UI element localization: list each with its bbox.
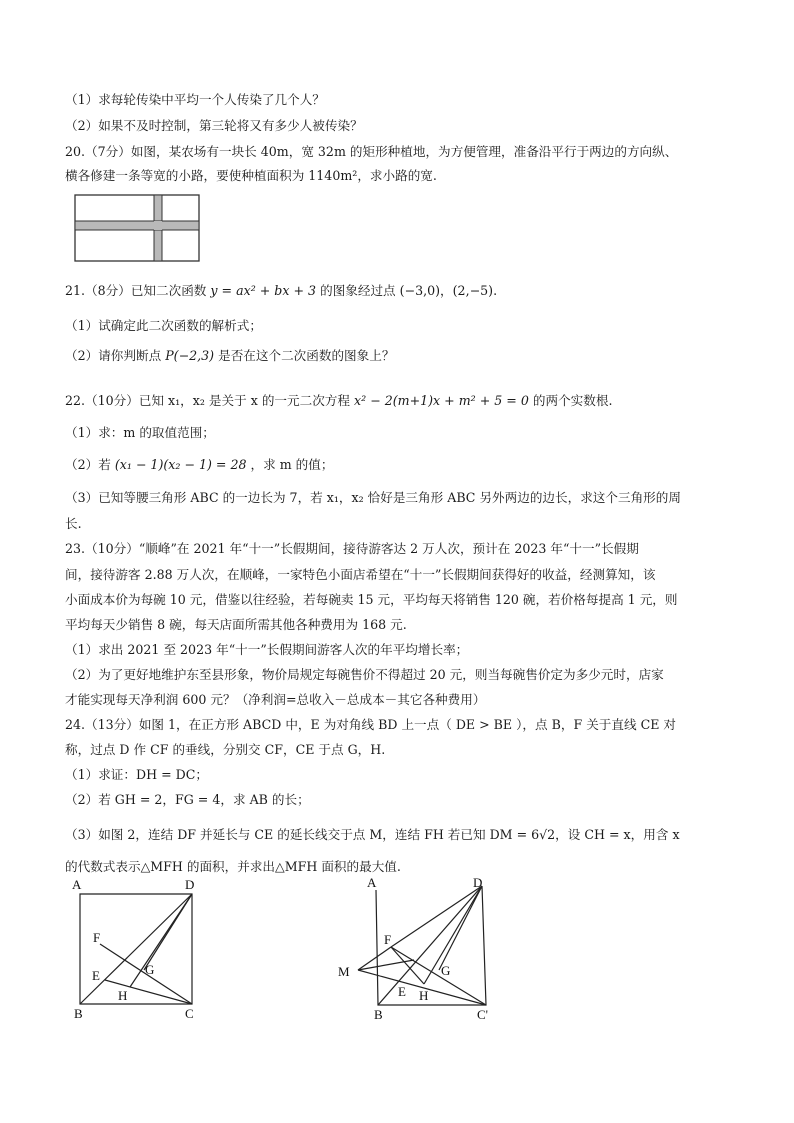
q22-equation: x² − 2(m+1)x + m² + 5 = 0 bbox=[354, 393, 529, 408]
q22-part2-text2: ，求 m 的值； bbox=[250, 457, 334, 472]
line-me bbox=[358, 960, 414, 970]
q21-part1: （1）试确定此二次函数的解析式； bbox=[65, 318, 262, 333]
q24-part3-line1: （3）如图 2，连结 DF 并延长与 CE 的延长线交于点 M，连结 FH 若已知 DM = 6√2，设 CH = x，用含 x bbox=[65, 827, 680, 842]
q24-stem-line2: 称，过点 D 作 CF 的垂线，分别交 CF，CE 于点 G，H. bbox=[65, 742, 386, 757]
line-dh-2 bbox=[424, 886, 482, 984]
diagonal-bd bbox=[80, 894, 192, 1004]
q22-part2 bbox=[65, 457, 333, 473]
q24-part1: （1）求证：DH = DC； bbox=[65, 767, 208, 782]
q21-points: (−3,0)，(2,−5) bbox=[399, 283, 494, 298]
q24-part3-line2: 的代数式表示△MFH 的面积，并求出△MFH 面积的最大值. bbox=[65, 859, 401, 874]
label-e-2: E bbox=[398, 984, 406, 999]
q19-part2: （2）如果不及时控制，第三轮将又有多少人被传染？ bbox=[65, 118, 363, 133]
label-c-2: C' bbox=[477, 1007, 489, 1022]
q22-stem-text2: 的两个实数根. bbox=[532, 393, 613, 408]
q21-part2 bbox=[65, 348, 394, 364]
q19-part1: （1）求每轮传染中平均一个人传染了几个人？ bbox=[65, 92, 325, 107]
q22-part2-text: （2）若 bbox=[65, 457, 111, 472]
q20-stem-line1: 20.（7分）如图，某农场有一块长 40m，宽 32m 的矩形种植地，为方便管理，准备沿平行于两边的方向纵、 bbox=[65, 144, 678, 159]
label-m: M bbox=[338, 964, 350, 979]
q24-figure-1 bbox=[68, 876, 208, 1021]
label-g-2: G bbox=[441, 963, 451, 978]
label-d: D bbox=[185, 877, 195, 892]
label-d-2: D bbox=[473, 875, 483, 890]
q22-stem-text: 22.（10分）已知 x₁，x₂ 是关于 x 的一元二次方程 bbox=[65, 393, 350, 408]
label-h: H bbox=[118, 988, 128, 1003]
q22-part2-equation: (x₁ − 1)(x₂ − 1) = 28 bbox=[114, 457, 247, 472]
q23-part1: （1）求出 2021 至 2023 年“十一”长假期间游客人次的年平均增长率； bbox=[65, 642, 469, 657]
q22-stem bbox=[65, 393, 612, 409]
q21-stem-end: . bbox=[493, 283, 498, 298]
q21-function-formula: y = ax² + bx + 3 bbox=[210, 283, 317, 298]
label-b: B bbox=[74, 1006, 83, 1021]
q21-part2-text2: 是否在这个二次函数的图象上？ bbox=[218, 348, 395, 363]
label-g: G bbox=[145, 962, 155, 977]
line-dg bbox=[144, 894, 192, 970]
label-h-2: H bbox=[419, 988, 429, 1003]
q23-stem-line4: 平均每天少销售 8 碗，每天店面所需其他各种费用为 168 元. bbox=[65, 617, 407, 632]
q21-stem bbox=[65, 283, 497, 299]
q21-point-p: P(−2,3) bbox=[165, 348, 215, 363]
label-b-2: B bbox=[374, 1007, 383, 1022]
q20-field-figure bbox=[74, 194, 200, 262]
q24-figure-2 bbox=[334, 874, 504, 1024]
q23-stem-line2: 间，接待游客 2.88 万人次，在顺峰，一家特色小面店希望在“十一”长假期间获得好的收益，经测算知，该 bbox=[65, 567, 656, 582]
q21-part2-text: （2）请你判断点 bbox=[65, 348, 162, 363]
q21-stem-text: 21.（8分）已知二次函数 bbox=[65, 283, 207, 298]
label-c: C bbox=[185, 1006, 194, 1021]
q24-stem-line1: 24.（13分）如图 1，在正方形 ABCD 中，E 为对角线 BD 上一点（ DE > BE ），点 B，F 关于直线 CE 对 bbox=[65, 717, 677, 732]
label-f-2: F bbox=[384, 932, 392, 947]
q23-part2-line1: （2）为了更好地维护东至县形象，物价局规定每碗售价不得超过 20 元，则当每碗售价定为多少元时，店家 bbox=[65, 667, 664, 682]
q23-part2-line2: 才能实现每天净利润 600 元？（净利润=总收入－总成本－其它各种费用） bbox=[65, 692, 486, 707]
q22-part3-line1: （3）已知等腰三角形 ABC 的一边长为 7，若 x₁，x₂ 恰好是三角形 ABC 另外两边的边长，求这个三角形的周 bbox=[65, 490, 681, 505]
q24-part2: （2）若 GH = 2，FG = 4，求 AB 的长； bbox=[65, 792, 310, 807]
q22-part3-line2: 长. bbox=[65, 516, 82, 531]
q21-stem-text2: 的图象经过点 bbox=[320, 283, 396, 298]
q22-part1: （1）求：m 的取值范围； bbox=[65, 425, 215, 440]
label-a: A bbox=[72, 877, 82, 892]
label-f: F bbox=[93, 930, 101, 945]
label-e: E bbox=[92, 968, 100, 983]
line-fh bbox=[391, 947, 424, 984]
q20-stem-line2: 横各修建一条等宽的小路，要使种植面积为 1140m²，求小路的宽. bbox=[65, 168, 437, 183]
q23-stem-line1: 23.（10分）“顺峰”在 2021 年“十一”长假期间，接待游客达 2 万人次，预计在 2023 年“十一”长假期 bbox=[65, 541, 639, 556]
label-a-2: A bbox=[367, 875, 377, 890]
q23-stem-line3: 小面成本价为每碗 10 元，借鉴以往经验，若每碗卖 15 元，平均每天将销售 120 碗，若价格每提高 1 元，则 bbox=[65, 592, 678, 607]
